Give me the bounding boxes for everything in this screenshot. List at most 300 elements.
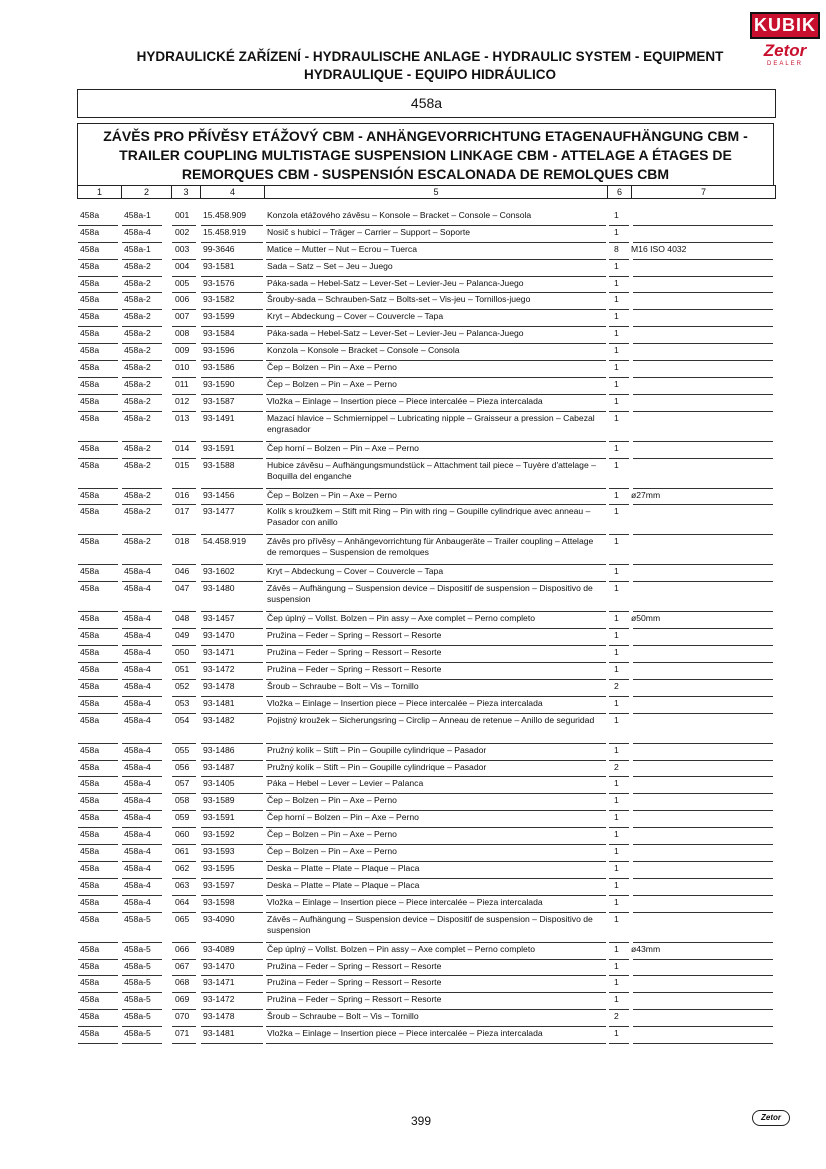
cell-c3: 006 [175,294,190,305]
row-underline [122,360,162,361]
row-underline [633,292,773,293]
cell-c2: 458a-4 [124,226,151,237]
cell-c1: 458a [80,506,100,517]
cell-c4: 93-1478 [203,680,235,691]
row-underline [633,441,773,442]
cell-c1: 458a [80,879,100,890]
cell-c2: 458a-5 [124,1028,151,1039]
row-underline [633,895,773,896]
row-underline [78,645,118,646]
cell-c2: 458a-2 [124,345,151,356]
cell-c5: Páka – Hebel – Lever – Levier – Palanca [267,778,424,789]
row-underline [609,793,629,794]
table-row [78,210,778,227]
row-underline [266,743,606,744]
cell-c6: 1 [614,812,619,823]
cell-c3: 051 [175,664,190,675]
cell-c2: 458a-2 [124,294,151,305]
cell-c4: 93-1593 [203,846,235,857]
row-underline [609,713,629,714]
row-underline [266,276,606,277]
row-underline [122,743,162,744]
row-underline [122,844,162,845]
row-underline [633,760,773,761]
table-row [78,681,778,698]
row-underline [78,662,118,663]
cell-c1: 458a [80,566,100,577]
cell-c5: Nosič s hubicí – Träger – Carrier – Support – Soporte [267,226,471,237]
row-underline [78,564,118,565]
row-underline [633,394,773,395]
cell-c3: 010 [175,362,190,373]
cell-c4: 93-1456 [203,489,235,500]
row-underline [609,242,629,243]
row-underline [172,225,196,226]
cell-c1: 458a [80,664,100,675]
row-underline [78,975,118,976]
row-underline [172,760,196,761]
row-underline [201,394,263,395]
row-underline [201,564,263,565]
row-underline [78,259,118,260]
row-underline [266,564,606,565]
table-row [78,294,778,311]
row-underline [201,645,263,646]
cell-c6: 1 [614,328,619,339]
row-underline [78,1026,118,1027]
cell-c3: 017 [175,506,190,517]
cell-c3: 048 [175,613,190,624]
table-row [78,846,778,863]
row-underline [633,488,773,489]
row-underline [122,878,162,879]
cell-c6: 1 [614,362,619,373]
cell-c6: 1 [614,260,619,271]
cell-c3: 018 [175,536,190,547]
cell-c5: Pojistný kroužek – Sicherungsring – Circlip – Anneau de retenue – Anillo de seguridad [267,714,595,725]
cell-c2: 458a-4 [124,613,151,624]
table-row [78,379,778,396]
cell-c1: 458a [80,896,100,907]
row-underline [172,793,196,794]
cell-c6: 2 [614,680,619,691]
cell-c6: 1 [614,714,619,725]
cell-c2: 458a-4 [124,583,151,594]
row-underline [633,743,773,744]
row-underline [633,458,773,459]
cell-c1: 458a [80,812,100,823]
row-underline [266,326,606,327]
row-underline [172,292,196,293]
cell-c2: 458a-4 [124,664,151,675]
row-underline [78,679,118,680]
cell-c5: Čep – Bolzen – Pin – Axe – Perno [267,846,397,857]
row-underline [633,242,773,243]
cell-c6: 1 [614,489,619,500]
row-underline [172,743,196,744]
zetor-footer-logo: Zetor [752,1110,790,1126]
cell-c5: Pružina – Feder – Spring – Ressort – Resorte [267,994,442,1005]
row-underline [201,793,263,794]
row-underline [266,696,606,697]
row-underline [201,377,263,378]
cell-c4: 93-1471 [203,977,235,988]
row-underline [633,878,773,879]
row-underline [609,942,629,943]
row-underline [633,360,773,361]
cell-c7: M16 ISO 4032 [631,243,687,254]
cell-c2: 458a-5 [124,913,151,924]
cell-c6: 1 [614,862,619,873]
row-underline [633,1009,773,1010]
cell-c6: 1 [614,583,619,594]
row-underline [122,912,162,913]
row-underline [122,564,162,565]
cell-c2: 458a-2 [124,362,151,373]
row-underline [122,861,162,862]
cell-c4: 93-1599 [203,311,235,322]
cell-c6: 1 [614,829,619,840]
row-underline [122,1043,162,1044]
row-underline [122,679,162,680]
table-row [78,328,778,345]
row-underline [633,581,773,582]
row-underline [122,458,162,459]
column-header: 3 [172,186,201,198]
cell-c6: 1 [614,630,619,641]
cell-c3: 052 [175,680,190,691]
cell-c1: 458a [80,210,100,220]
cell-c5: Matice – Mutter – Nut – Ecrou – Tuerca [267,243,417,254]
cell-c2: 458a-4 [124,714,151,725]
dealer-label: DEALER [766,61,803,67]
cell-c4: 93-1481 [203,697,235,708]
cell-c3: 058 [175,795,190,806]
row-underline [122,259,162,260]
cell-c1: 458a [80,913,100,924]
row-underline [633,827,773,828]
row-underline [122,827,162,828]
row-underline [78,411,118,412]
cell-c1: 458a [80,943,100,954]
cell-c3: 054 [175,714,190,725]
row-underline [609,912,629,913]
row-underline [172,1043,196,1044]
row-underline [201,360,263,361]
cell-c4: 93-1478 [203,1011,235,1022]
row-underline [609,844,629,845]
row-underline [122,975,162,976]
row-underline [633,975,773,976]
row-underline [172,411,196,412]
cell-c7: ø50mm [631,613,661,624]
table-row [78,863,778,880]
group-title-line-2: TRAILER COUPLING MULTISTAGE SUSPENSION LINKAGE CBM - ATTELAGE A ÉTAGES DE [119,147,732,163]
cell-c4: 99-3646 [203,243,235,254]
row-underline [633,992,773,993]
row-underline [122,411,162,412]
cell-c4: 93-1470 [203,960,235,971]
row-underline [78,504,118,505]
cell-c6: 2 [614,761,619,772]
row-underline [201,309,263,310]
row-underline [266,878,606,879]
table-row [78,698,778,715]
cell-c6: 1 [614,613,619,624]
row-underline [122,895,162,896]
cell-c1: 458a [80,260,100,271]
row-underline [201,992,263,993]
row-underline [122,441,162,442]
cell-c2: 458a-2 [124,378,151,389]
cell-c4: 93-1587 [203,395,235,406]
cell-c1: 458a [80,226,100,237]
row-underline [172,504,196,505]
page-header [80,48,780,84]
row-underline [78,1009,118,1010]
cell-c5: Vložka – Einlage – Insertion piece – Piece intercalée – Pieza intercalada [267,896,543,907]
row-underline [266,645,606,646]
cell-c6: 1 [614,778,619,789]
row-underline [609,959,629,960]
row-underline [172,564,196,565]
cell-c3: 061 [175,846,190,857]
table-row [78,647,778,664]
cell-c2: 458a-4 [124,795,151,806]
row-underline [172,534,196,535]
cell-c2: 458a-2 [124,277,151,288]
table-row [78,829,778,846]
row-underline [201,912,263,913]
row-underline [78,628,118,629]
row-underline [172,975,196,976]
row-underline [122,611,162,612]
row-underline [172,611,196,612]
cell-c5: Deska – Platte – Plate – Plaque – Placa [267,862,420,873]
cell-c2: 458a-4 [124,680,151,691]
cell-c5: Pružina – Feder – Spring – Ressort – Resorte [267,960,442,971]
row-underline [78,713,118,714]
cell-c2: 458a-4 [124,879,151,890]
row-underline [201,861,263,862]
row-underline [266,895,606,896]
table-row [78,944,778,961]
cell-c5: Kolík s kroužkem – Stift mit Ring – Pin with ring – Goupille cylindrique avec anneau – Pasador con anillo [267,506,591,528]
cell-c5: Páka-sada – Hebel-Satz – Lever-Set – Levier-Jeu – Palanca-Juego [267,277,524,288]
cell-c5: Pružina – Feder – Spring – Ressort – Resorte [267,647,442,658]
table-row [78,583,778,613]
cell-c5: Čep horní – Bolzen – Pin – Axe – Perno [267,442,419,453]
table-row [78,715,778,745]
cell-c5: Pružina – Feder – Spring – Ressort – Resorte [267,630,442,641]
row-underline [201,662,263,663]
row-underline [633,1026,773,1027]
row-underline [201,844,263,845]
cell-c4: 93-1472 [203,994,235,1005]
row-underline [201,959,263,960]
cell-c2: 458a-2 [124,536,151,547]
cell-c3: 016 [175,489,190,500]
zetor-logo: Zetor [763,41,807,60]
row-underline [266,504,606,505]
row-underline [122,776,162,777]
cell-c6: 1 [614,294,619,305]
row-underline [609,343,629,344]
cell-c2: 458a-2 [124,412,151,423]
row-underline [122,377,162,378]
row-underline [122,343,162,344]
row-underline [78,878,118,879]
row-underline [266,679,606,680]
cell-c6: 1 [614,744,619,755]
cell-c4: 93-4089 [203,943,235,954]
row-underline [172,645,196,646]
row-underline [172,679,196,680]
cell-c5: Konzola etážového závěsu – Konsole – Bracket – Console – Consola [267,210,532,220]
cell-c1: 458a [80,862,100,873]
column-header: 6 [608,186,632,198]
cell-c6: 1 [614,506,619,517]
row-underline [122,534,162,535]
kubik-logo: KUBIK [750,12,820,39]
row-underline [172,861,196,862]
cell-c4: 93-1591 [203,812,235,823]
row-underline [172,343,196,344]
row-underline [609,259,629,260]
row-underline [201,1026,263,1027]
row-underline [609,975,629,976]
cell-c4: 93-1486 [203,744,235,755]
cell-c4: 93-1470 [203,630,235,641]
row-underline [172,827,196,828]
cell-c1: 458a [80,697,100,708]
cell-c1: 458a [80,977,100,988]
table-row [78,880,778,897]
row-underline [172,942,196,943]
cell-c4: 93-1595 [203,862,235,873]
cell-c3: 067 [175,960,190,971]
row-underline [172,276,196,277]
row-underline [201,504,263,505]
row-underline [266,912,606,913]
row-underline [609,411,629,412]
table-row [78,994,778,1011]
column-header: 5 [265,186,608,198]
row-underline [633,679,773,680]
row-underline [609,628,629,629]
cell-c5: Pružný kolík – Stift – Pin – Goupille cylindrique – Pasador [267,761,487,772]
cell-c3: 004 [175,260,190,271]
row-underline [609,760,629,761]
column-header: 2 [122,186,172,198]
cell-c3: 005 [175,277,190,288]
cell-c1: 458a [80,442,100,453]
cell-c4: 93-1482 [203,714,235,725]
cell-c3: 015 [175,459,190,470]
cell-c2: 458a-1 [124,243,151,254]
row-underline [201,458,263,459]
row-underline [122,645,162,646]
table-row [78,536,778,566]
cell-c1: 458a [80,583,100,594]
row-underline [201,611,263,612]
row-underline [201,628,263,629]
cell-c3: 068 [175,977,190,988]
row-underline [633,942,773,943]
row-underline [78,776,118,777]
row-underline [201,810,263,811]
cell-c4: 54.458.919 [203,536,247,547]
cell-c3: 059 [175,812,190,823]
cell-c4: 93-1471 [203,647,235,658]
table-row [78,490,778,507]
cell-c1: 458a [80,1028,100,1039]
row-underline [172,713,196,714]
table-row [78,664,778,681]
row-underline [122,793,162,794]
cell-c6: 1 [614,536,619,547]
row-underline [633,628,773,629]
row-underline [266,942,606,943]
cell-c6: 1 [614,664,619,675]
row-underline [122,292,162,293]
row-underline [609,326,629,327]
row-underline [172,458,196,459]
row-underline [266,225,606,226]
cell-c5: Šroub – Schraube – Bolt – Vis – Tornillo [267,680,419,691]
row-underline [78,611,118,612]
cell-c5: Čep – Bolzen – Pin – Axe – Perno [267,362,397,373]
page-number: 399 [410,1114,432,1128]
row-underline [266,292,606,293]
cell-c6: 1 [614,846,619,857]
cell-c1: 458a [80,714,100,725]
table-row [78,630,778,647]
row-underline [78,992,118,993]
row-underline [609,1043,629,1044]
table-row [78,1028,778,1045]
row-underline [633,645,773,646]
cell-c2: 458a-5 [124,1011,151,1022]
row-underline [122,942,162,943]
row-underline [172,844,196,845]
cell-c1: 458a [80,459,100,470]
table-row [78,745,778,762]
row-underline [633,225,773,226]
cell-c3: 069 [175,994,190,1005]
row-underline [172,1026,196,1027]
row-underline [122,225,162,226]
row-underline [172,696,196,697]
cell-c3: 047 [175,583,190,594]
row-underline [122,810,162,811]
cell-c3: 056 [175,761,190,772]
cell-c6: 1 [614,1028,619,1039]
row-underline [201,713,263,714]
row-underline [633,912,773,913]
cell-c3: 007 [175,311,190,322]
column-header: 7 [700,187,706,197]
row-underline [172,776,196,777]
row-underline [266,259,606,260]
row-underline [201,1009,263,1010]
row-underline [266,992,606,993]
cell-c4: 93-1588 [203,459,235,470]
cell-c5: Pružina – Feder – Spring – Ressort – Resorte [267,977,442,988]
column-header: 1 [78,186,122,198]
cell-c1: 458a [80,761,100,772]
cell-c3: 003 [175,243,190,254]
